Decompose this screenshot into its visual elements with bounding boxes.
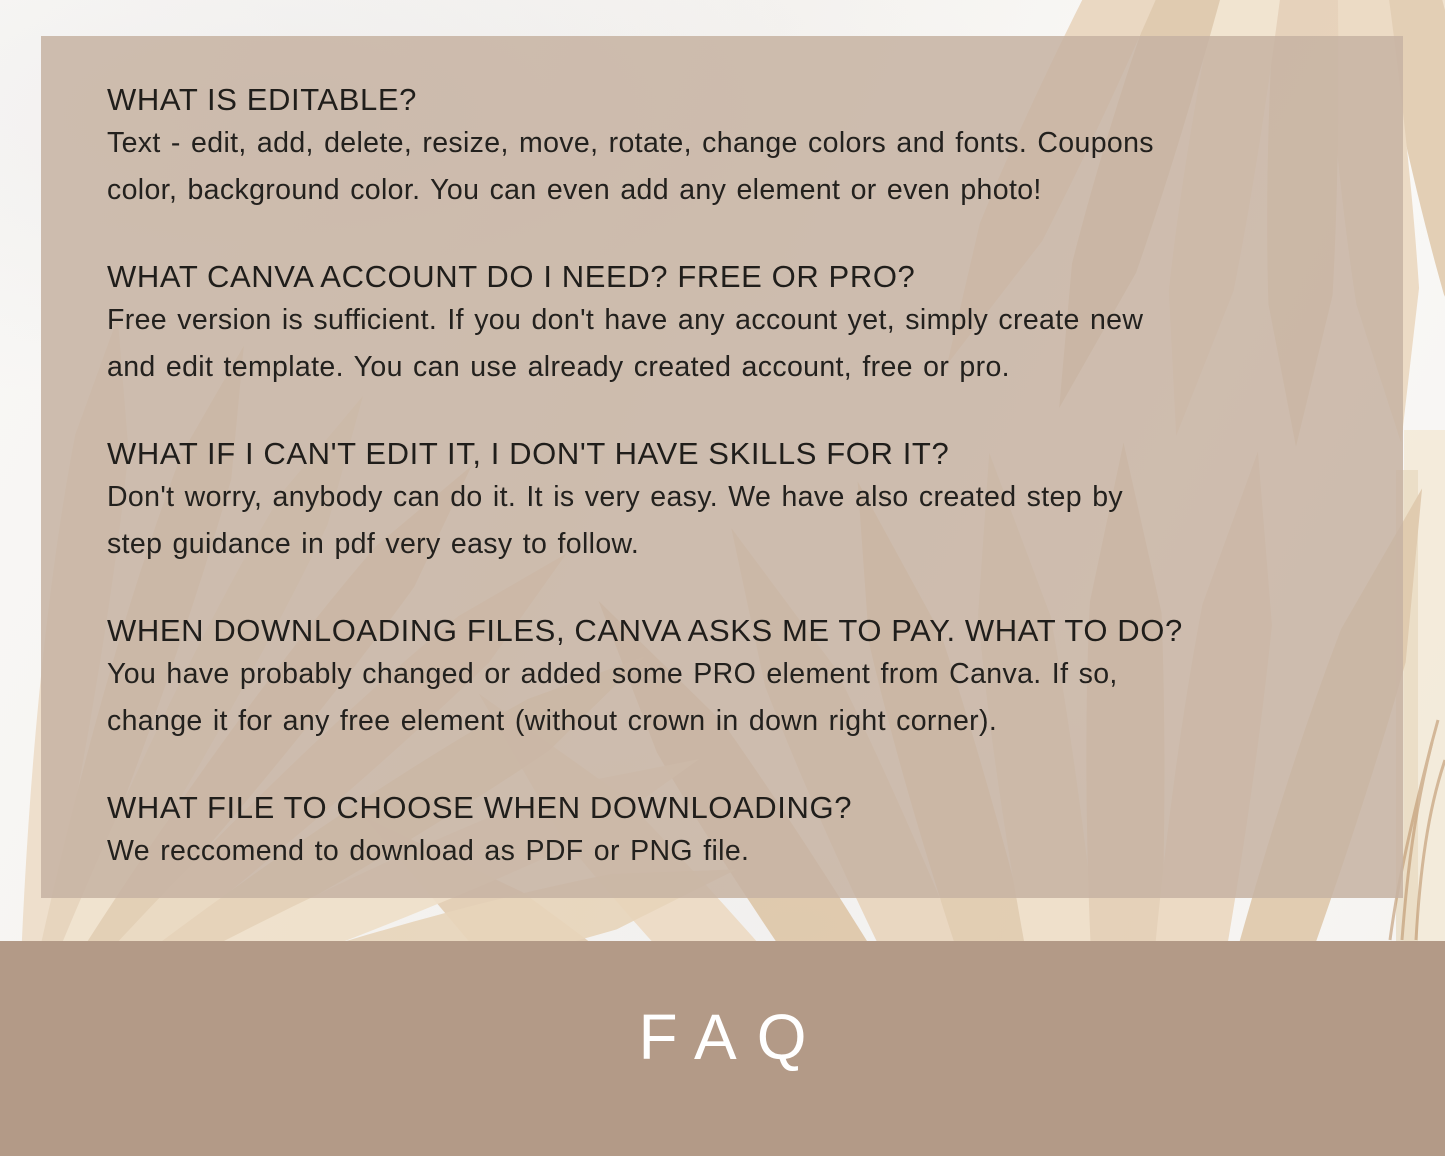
faq-answer [107, 651, 1313, 745]
faq-answer-line: Text - edit, add, delete, resize, move, rotate, change colors and fonts. Coupons [107, 127, 1154, 159]
faq-section [107, 611, 1313, 745]
faq-question: WHEN DOWNLOADING FILES, CANVA ASKS ME TO PAY. WHAT TO DO? [107, 613, 1183, 648]
faq-question: WHAT IS EDITABLE? [107, 82, 417, 117]
faq-answer [107, 120, 1313, 214]
page-title: FAQ [638, 1000, 827, 1073]
faq-answer-line: Don't worry, anybody can do it. It is very easy. We have also created step by [107, 481, 1124, 513]
faq-section [107, 80, 1313, 214]
faq-answer [107, 828, 1313, 875]
faq-section [107, 434, 1313, 568]
faq-answer-line: step guidance in pdf very easy to follow. [107, 528, 640, 560]
faq-section [107, 257, 1313, 391]
faq-answer-line: We reccomend to download as PDF or PNG file. [107, 835, 750, 867]
faq-question: WHAT FILE TO CHOOSE WHEN DOWNLOADING? [107, 790, 853, 825]
faq-answer-line: and edit template. You can use already created account, free or pro. [107, 351, 1010, 383]
faq-answer [107, 474, 1313, 568]
faq-question: WHAT CANVA ACCOUNT DO I NEED? FREE OR PRO? [107, 259, 916, 294]
faq-answer-line: Free version is sufficient. If you don't have any account yet, simply create new [107, 304, 1144, 336]
footer-bar [0, 941, 1445, 1156]
faq-section [107, 788, 1313, 875]
faq-answer-line: change it for any free element (without crown in down right corner). [107, 705, 998, 737]
faq-panel [41, 36, 1403, 898]
faq-answer-line: You have probably changed or added some PRO element from Canva. If so, [107, 658, 1118, 690]
faq-answer [107, 297, 1313, 391]
faq-answer-line: color, background color. You can even add any element or even photo! [107, 174, 1042, 206]
faq-question: WHAT IF I CAN'T EDIT IT, I DON'T HAVE SKILLS FOR IT? [107, 436, 950, 471]
